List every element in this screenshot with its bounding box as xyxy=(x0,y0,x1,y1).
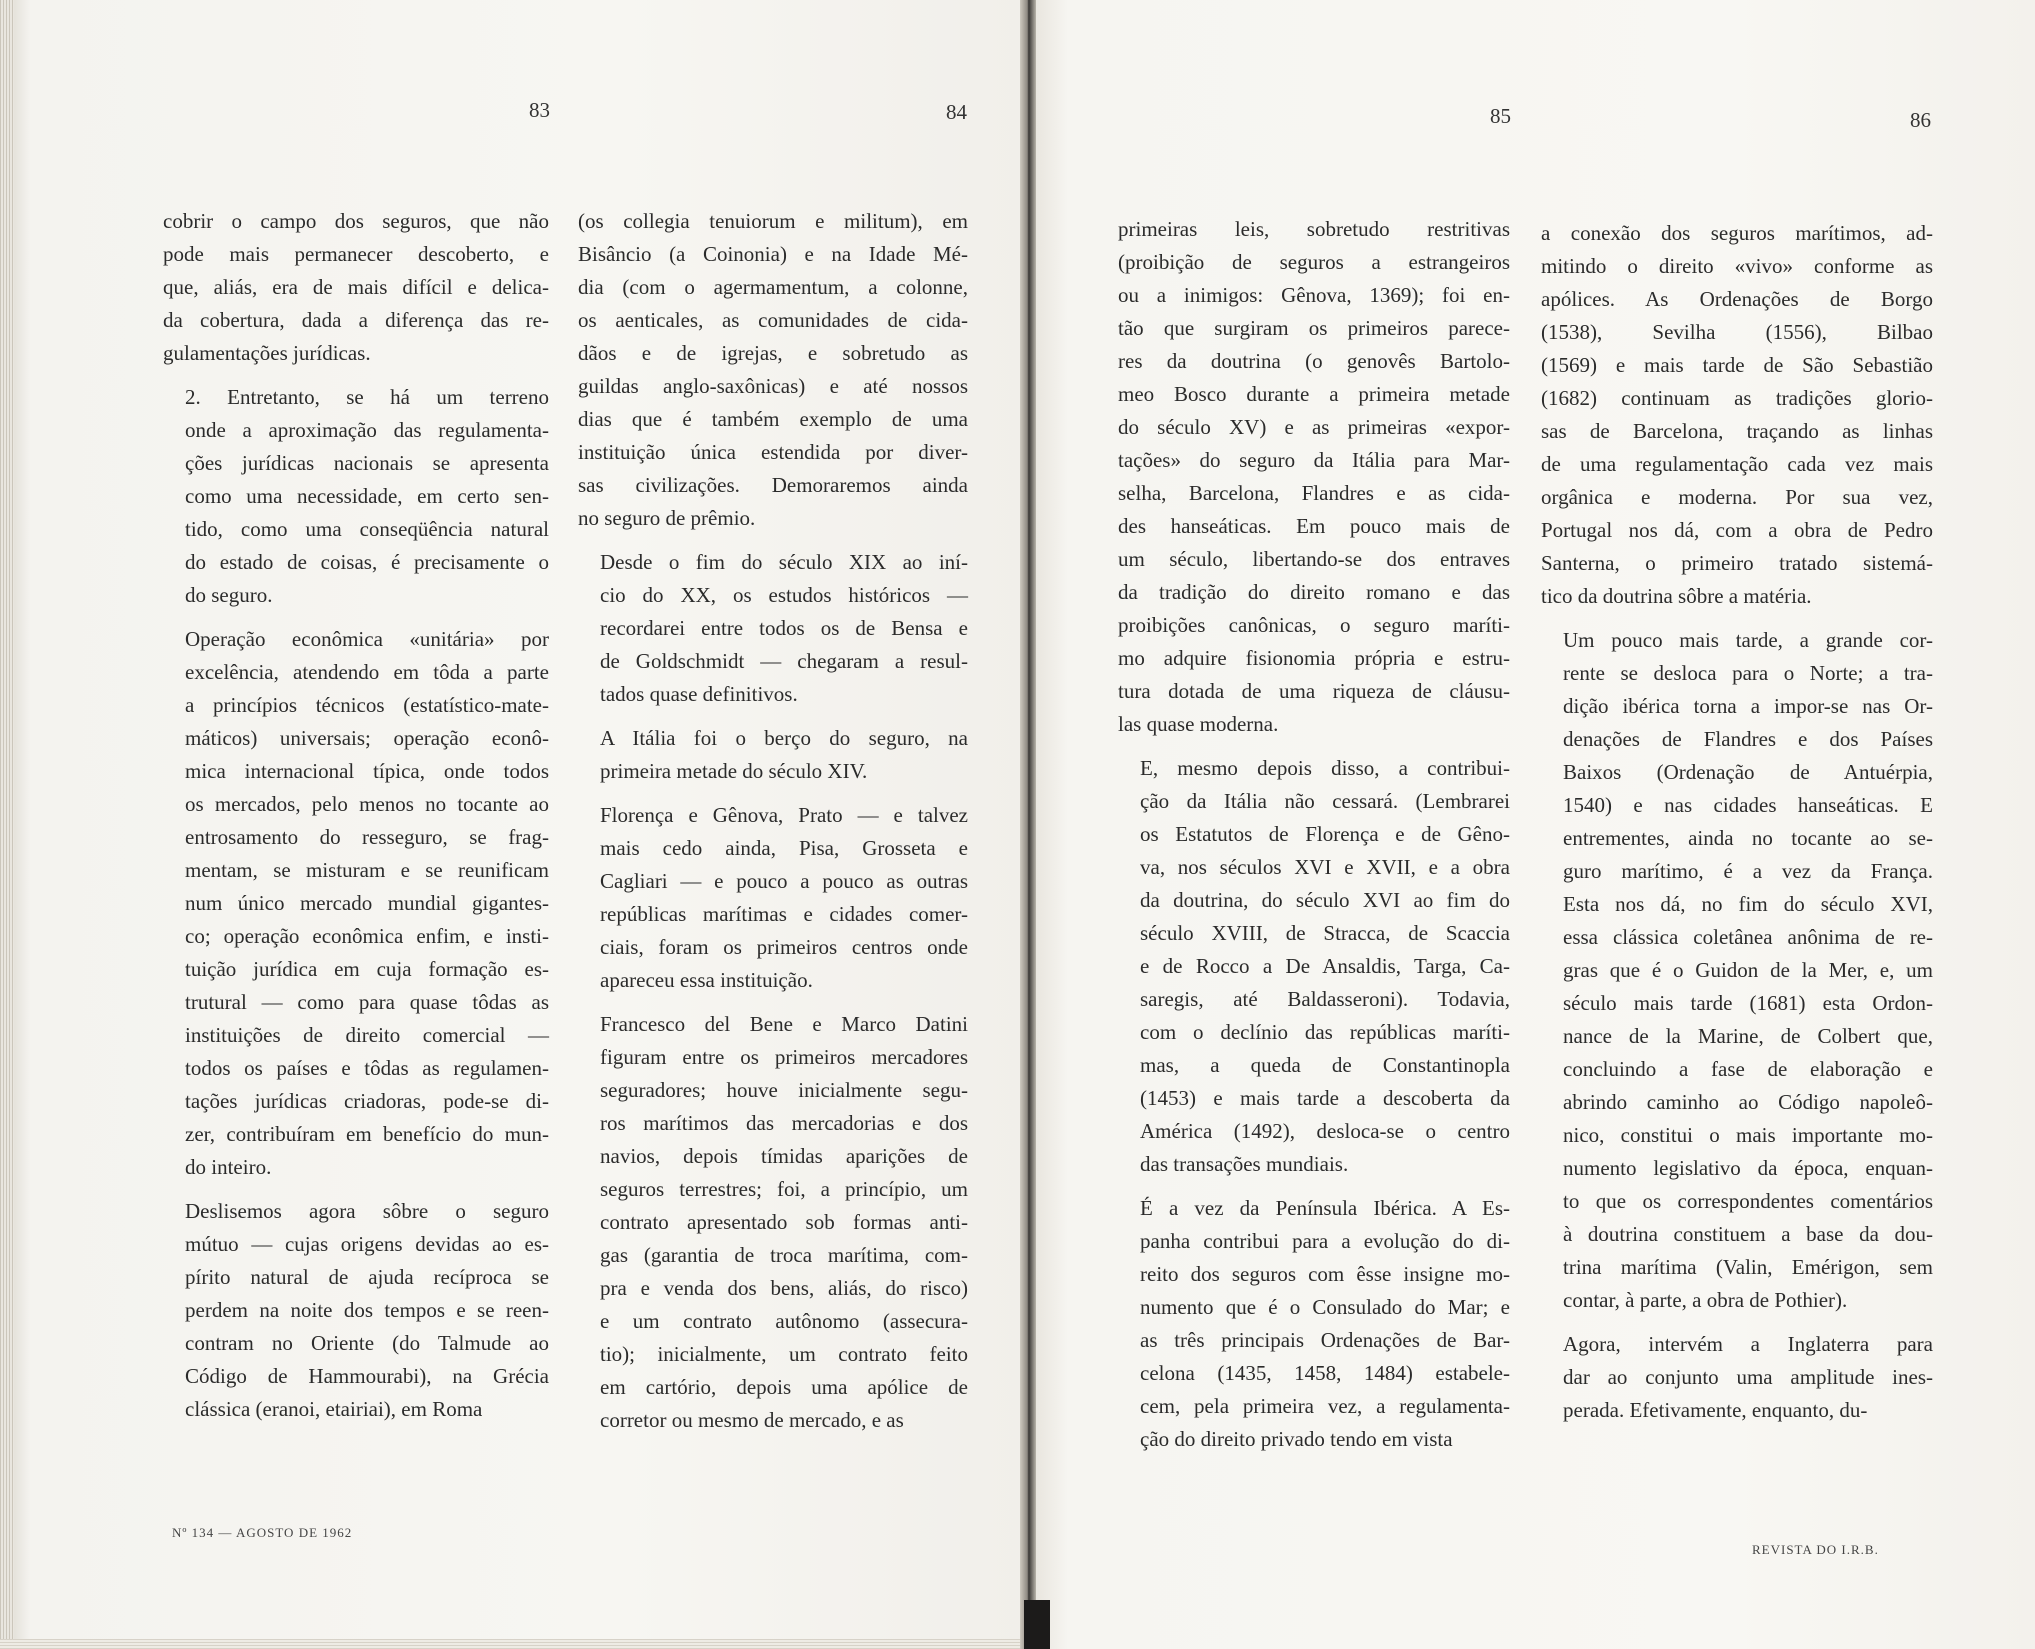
text-line: nance de la Marine, de Colbert que, xyxy=(1563,1024,1933,1048)
text-line: guro marítimo, é a vez da França. xyxy=(1563,859,1933,883)
text-line: século XVIII, de Stracca, de Scaccia xyxy=(1140,921,1510,945)
text-line: 1540) e nas cidades hanseáticas. E xyxy=(1563,793,1933,817)
text-line: recordarei entre todos os de Bensa e xyxy=(600,616,968,640)
text-line: da doutrina, do século XVI ao fim do xyxy=(1140,888,1510,912)
paragraph xyxy=(578,722,968,788)
text-line: concluindo a fase de elaboração e xyxy=(1563,1057,1933,1081)
text-line: (1453) e mais tarde a descoberta da xyxy=(1140,1086,1510,1110)
text-line: orgânica e moderna. Por sua vez, xyxy=(1541,485,1933,509)
text-line: (1682) continuam as tradições glorio- xyxy=(1541,386,1933,410)
text-line: como uma necessidade, em certo sen- xyxy=(185,484,549,508)
text-line: tuição jurídica em cuja formação es- xyxy=(185,957,549,981)
text-line: cem, pela primeira vez, a regulamenta- xyxy=(1140,1394,1510,1418)
text-line: E, mesmo depois disso, a contribui- xyxy=(1140,756,1510,780)
text-line: (1569) e mais tarde de São Sebastião xyxy=(1541,353,1933,377)
text-line: tações» do seguro da Itália para Mar- xyxy=(1118,448,1510,472)
text-line: perdem na noite dos tempos e se reen- xyxy=(185,1298,549,1322)
text-line: Cagliari — e pouco a pouco as outras xyxy=(600,869,968,893)
text-line: trina marítima (Valin, Emérigon, sem xyxy=(1563,1255,1933,1279)
text-line: clássica (eranoi, etairiai), em Roma xyxy=(185,1397,483,1421)
text-line: panha contribui para a evolução do di- xyxy=(1140,1229,1510,1253)
text-line: sas de Barcelona, traçando as linhas xyxy=(1541,419,1933,443)
text-line: Operação econômica «unitária» por xyxy=(185,627,549,651)
text-line: dãos e de igrejas, e sobretudo as xyxy=(578,341,968,365)
paragraph xyxy=(1541,624,1933,1317)
text-line: século mais tarde (1681) esta Ordon- xyxy=(1563,991,1933,1015)
page-number-83: 83 xyxy=(529,98,550,122)
text-line: do inteiro. xyxy=(185,1155,272,1179)
text-line: cobrir o campo dos seguros, que não xyxy=(163,209,549,233)
text-line: pra e venda dos bens, aliás, do risco) xyxy=(600,1276,968,1300)
text-line: do seguro. xyxy=(185,583,273,607)
footer-issue-date: Nº 134 — AGOSTO DE 1962 xyxy=(172,1525,353,1540)
text-line: ções jurídicas nacionais se apresenta xyxy=(185,451,549,475)
text-line: Francesco del Bene e Marco Datini xyxy=(600,1012,968,1036)
text-column-page-85 xyxy=(1118,213,1510,1456)
text-line: da cobertura, dada a diferença das re- xyxy=(163,308,549,332)
text-line: navios, depois tímidas aparições de xyxy=(600,1144,968,1168)
text-column-page-86 xyxy=(1541,217,1933,1427)
paragraph xyxy=(1118,213,1510,741)
text-line: Baixos (Ordenação de Antuérpia, xyxy=(1563,760,1933,784)
text-line: dição ibérica torna a impor-se nas Or- xyxy=(1563,694,1933,718)
page-number-84: 84 xyxy=(946,100,967,124)
paragraph xyxy=(163,1195,549,1426)
paragraph xyxy=(1541,217,1933,613)
text-line: mentam, se misturam e se reunificam xyxy=(185,858,549,882)
text-line: primeiras leis, sobretudo restritivas xyxy=(1118,217,1510,241)
text-line: os mercados, pelo menos no tocante ao xyxy=(185,792,549,816)
text-line: A Itália foi o berço do seguro, na xyxy=(600,726,968,750)
text-line: Esta nos dá, no fim do século XVI, xyxy=(1563,892,1933,916)
text-line: à doutrina constituem a base da dou- xyxy=(1563,1222,1933,1246)
text-line: Florença e Gênova, Prato — e talvez xyxy=(600,803,968,827)
text-line: ciais, foram os primeiros centros onde xyxy=(600,935,968,959)
text-line: apareceu essa instituição. xyxy=(600,968,813,992)
text-line: contrato apresentado sob formas anti- xyxy=(600,1210,968,1234)
text-line: primeira metade do século XIV. xyxy=(600,759,868,783)
text-line: onde a aproximação das regulamenta- xyxy=(185,418,549,442)
text-line: corretor ou mesmo de mercado, e as xyxy=(600,1408,904,1432)
text-line: res da doutrina (o genovês Bartolo- xyxy=(1118,349,1510,373)
text-line: excelência, atendendo em tôda a parte xyxy=(185,660,549,684)
text-line: Um pouco mais tarde, a grande cor- xyxy=(1563,628,1933,652)
text-line: cio do XX, os estudos históricos — xyxy=(600,583,968,607)
text-line: máticos) universais; operação econô- xyxy=(185,726,549,750)
text-column-page-83 xyxy=(163,205,549,1426)
page-number-85: 85 xyxy=(1490,104,1511,128)
paragraph xyxy=(163,205,549,370)
text-column-page-84 xyxy=(578,205,968,1437)
text-line: guildas anglo-saxônicas) e até nossos xyxy=(578,374,968,398)
text-line: meo Bosco durante a primeira metade xyxy=(1118,382,1510,406)
text-line: Portugal nos dá, com a obra de Pedro xyxy=(1541,518,1933,542)
text-line: ou a inimigos: Gênova, 1369); foi en- xyxy=(1118,283,1510,307)
text-line: repúblicas marítimas e cidades comer- xyxy=(600,902,968,926)
text-line: de uma regulamentação cada vez mais xyxy=(1541,452,1933,476)
text-line: contram no Oriente (do Talmude ao xyxy=(185,1331,549,1355)
text-line: Bisâncio (a Coinonia) e na Idade Mé- xyxy=(578,242,968,266)
text-line: no seguro de prêmio. xyxy=(578,506,756,530)
text-line: ção do direito privado tendo em vista xyxy=(1140,1427,1453,1451)
text-line: mica internacional típica, onde todos xyxy=(185,759,549,783)
text-line: des hanseáticas. Em pouco mais de xyxy=(1118,514,1510,538)
text-line: saregis, até Baldasseroni). Todavia, xyxy=(1140,987,1510,1011)
paragraph xyxy=(163,623,549,1184)
text-line: em cartório, depois uma apólice de xyxy=(600,1375,968,1399)
paragraph xyxy=(163,381,549,612)
text-line: co; operação econômica enfim, e insti- xyxy=(185,924,549,948)
text-line: seguros terrestres; foi, a princípio, um xyxy=(600,1177,968,1201)
text-line: dias que é também exemplo de uma xyxy=(578,407,968,431)
text-line: figuram entre os primeiros mercadores xyxy=(600,1045,968,1069)
text-line: va, nos séculos XVI e XVII, e a obra xyxy=(1140,855,1510,879)
text-line: É a vez da Península Ibérica. A Es- xyxy=(1140,1196,1510,1220)
text-line: Desde o fim do século XIX ao iní- xyxy=(600,550,968,574)
text-line: gulamentações jurídicas. xyxy=(163,341,371,365)
text-line: numento legislativo da época, enquan- xyxy=(1563,1156,1933,1180)
text-line: entrementes, ainda no tocante ao se- xyxy=(1563,826,1933,850)
text-line: gras que é o Guidon de la Mer, e, um xyxy=(1563,958,1933,982)
footer-journal-name: REVISTA DO I.R.B. xyxy=(1752,1542,1879,1557)
text-line: e de Rocco a De Ansaldis, Targa, Ca- xyxy=(1140,954,1510,978)
text-line: selha, Barcelona, Flandres e as cida- xyxy=(1118,481,1510,505)
text-line: das transações mundiais. xyxy=(1140,1152,1349,1176)
text-line: zer, contribuíram em benefício do mun- xyxy=(185,1122,549,1146)
text-line: sas civilizações. Demoraremos ainda xyxy=(578,473,968,497)
text-line: Código de Hammourabi), na Grécia xyxy=(185,1364,549,1388)
text-line: dar ao conjunto uma amplitude ines- xyxy=(1563,1365,1933,1389)
text-line: tico da doutrina sôbre a matéria. xyxy=(1541,584,1812,608)
text-line: pode mais permanecer descoberto, e xyxy=(163,242,549,266)
text-line: denações de Flandres e dos Países xyxy=(1563,727,1933,751)
text-line: do estado de coisas, é precisamente o xyxy=(185,550,549,574)
paragraph xyxy=(578,799,968,997)
text-line: rente se desloca para o Norte; a tra- xyxy=(1563,661,1933,685)
text-line: com o declínio das repúblicas maríti- xyxy=(1140,1020,1510,1044)
text-line: abrindo caminho ao Código napoleô- xyxy=(1563,1090,1933,1114)
text-line: tão que surgiram os primeiros parece- xyxy=(1118,316,1510,340)
text-line: (1538), Sevilha (1556), Bilbao xyxy=(1541,320,1933,344)
text-line: do século XV) e as primeiras «expor- xyxy=(1118,415,1510,439)
book-gutter xyxy=(1020,0,1036,1649)
paragraph xyxy=(578,1008,968,1437)
paragraph xyxy=(1118,752,1510,1181)
paragraph xyxy=(1541,1328,1933,1427)
text-line: seguradores; houve inicialmente segu- xyxy=(600,1078,968,1102)
text-line: mas, a queda de Constantinopla xyxy=(1140,1053,1510,1077)
text-line: ros marítimos das mercadorias e dos xyxy=(600,1111,968,1135)
text-line: a conexão dos seguros marítimos, ad- xyxy=(1541,221,1933,245)
text-line: contar, à parte, a obra de Pothier). xyxy=(1563,1288,1848,1312)
text-line: que, aliás, era de mais difícil e delica- xyxy=(163,275,549,299)
text-line: um século, libertando-se dos entraves xyxy=(1118,547,1510,571)
text-line: proibições canônicas, o seguro maríti- xyxy=(1118,613,1510,637)
text-line: todos os países e tôdas as regulamen- xyxy=(185,1056,549,1080)
text-line: gas (garantia de troca marítima, com- xyxy=(600,1243,968,1267)
paragraph xyxy=(578,205,968,535)
text-line: las quase moderna. xyxy=(1118,712,1279,736)
page-bottom-edge xyxy=(0,1639,1020,1649)
page-stack-edge xyxy=(0,0,14,1649)
text-line: (proibição de seguros a estrangeiros xyxy=(1118,250,1510,274)
text-line: tura dotada de uma riqueza de cláusu- xyxy=(1118,679,1510,703)
text-line: a princípios técnicos (estatístico-mate- xyxy=(185,693,549,717)
text-line: mitindo o direito «vivo» conforme as xyxy=(1541,254,1933,278)
text-line: Deslisemos agora sôbre o seguro xyxy=(185,1199,549,1223)
text-line: essa clássica coletânea anônima de re- xyxy=(1563,925,1933,949)
text-line: tações jurídicas criadoras, pode-se di- xyxy=(185,1089,549,1113)
text-line: tados quase definitivos. xyxy=(600,682,798,706)
text-line: mais cedo ainda, Pisa, Grosseta e xyxy=(600,836,968,860)
text-line: Agora, intervém a Inglaterra para xyxy=(1563,1332,1933,1356)
text-line: pírito natural de ajuda recíproca se xyxy=(185,1265,549,1289)
text-line: ção da Itália não cessará. (Lembrarei xyxy=(1140,789,1510,813)
text-line: mo adquire fisionomia própria e estru- xyxy=(1118,646,1510,670)
page-number-86: 86 xyxy=(1910,108,1931,132)
text-line: de Goldschmidt — chegaram a resul- xyxy=(600,649,968,673)
text-line: entrosamento do resseguro, se frag- xyxy=(185,825,549,849)
text-line: as três principais Ordenações de Bar- xyxy=(1140,1328,1510,1352)
text-line: América (1492), desloca-se o centro xyxy=(1140,1119,1510,1143)
text-line: reito dos seguros com êsse insigne mo- xyxy=(1140,1262,1510,1286)
paragraph xyxy=(1118,1192,1510,1456)
text-line: to que os correspondentes comentários xyxy=(1563,1189,1933,1213)
text-line: nico, constitui o mais importante mo- xyxy=(1563,1123,1933,1147)
text-line: numento que é o Consulado do Mar; e xyxy=(1140,1295,1510,1319)
text-line: 2. Entretanto, se há um terreno xyxy=(185,385,549,409)
text-line: dia (com o agermamentum, a colonne, xyxy=(578,275,968,299)
text-line: num único mercado mundial gigantes- xyxy=(185,891,549,915)
paragraph xyxy=(578,546,968,711)
text-line: tio); inicialmente, um contrato feito xyxy=(600,1342,968,1366)
text-line: trutural — como para quase tôdas as xyxy=(185,990,549,1014)
text-line: tido, como uma conseqüência natural xyxy=(185,517,549,541)
text-line: (os collegia tenuiorum e militum), em xyxy=(578,209,968,233)
text-line: os Estatutos de Florença e de Gêno- xyxy=(1140,822,1510,846)
text-line: celona (1435, 1458, 1484) estabele- xyxy=(1140,1361,1510,1385)
text-line: da tradição do direito romano e das xyxy=(1118,580,1510,604)
gutter-shadow xyxy=(1024,1600,1050,1649)
text-line: Santerna, o primeiro tratado sistemá- xyxy=(1541,551,1933,575)
text-line: perada. Efetivamente, enquanto, du- xyxy=(1563,1398,1868,1422)
text-line: os aenticales, as comunidades de cida- xyxy=(578,308,968,332)
text-line: instituição única estendida por diver- xyxy=(578,440,968,464)
text-line: e um contrato autônomo (assecura- xyxy=(600,1309,968,1333)
text-line: apólices. As Ordenações de Borgo xyxy=(1541,287,1933,311)
text-line: mútuo — cujas origens devidas ao es- xyxy=(185,1232,549,1256)
text-line: instituições de direito comercial — xyxy=(185,1023,549,1047)
